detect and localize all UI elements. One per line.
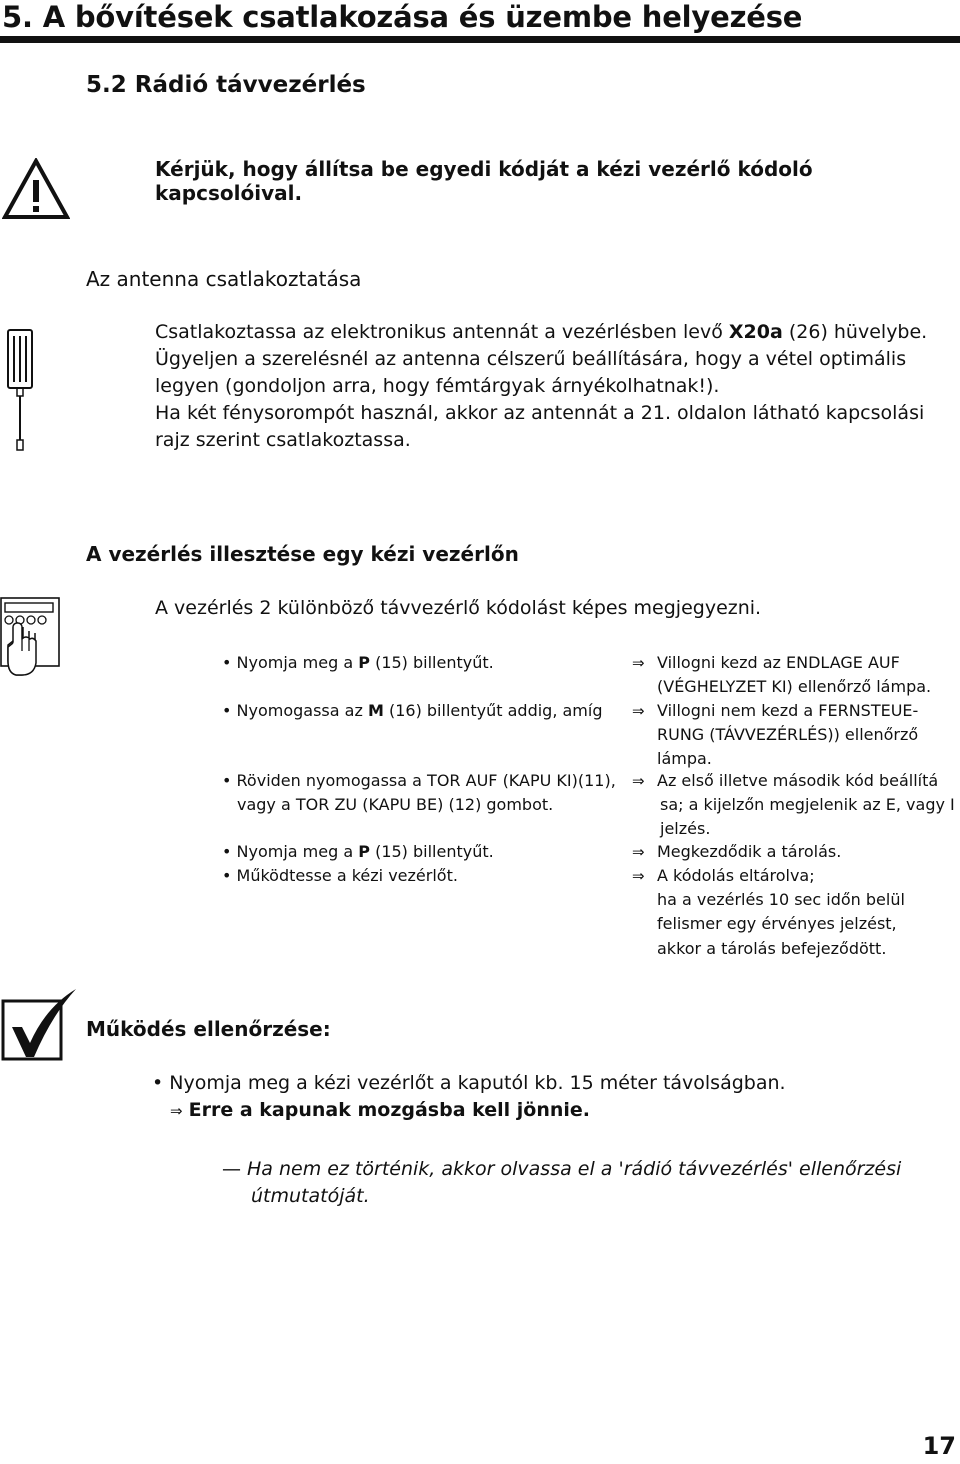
section-title: 5.2 Rádió távvezérlés: [86, 72, 366, 98]
step-2-result-1: Villogni nem kezd a FERNSTEUE-: [657, 701, 919, 720]
antenna-line-5: rajz szerint csatlakoztassa.: [155, 429, 411, 451]
check-line-1: • Nyomja meg a kézi vezérlőt a kaputól kb. 15 méter távolságban.: [152, 1072, 786, 1094]
check-note-2: útmutatóját.: [251, 1185, 370, 1207]
step-3-line-1: • Röviden nyomogassa a TOR AUF (KAPU KI)(11),: [222, 771, 616, 790]
step-5-result-4: akkor a tárolás befejeződött.: [657, 939, 887, 958]
step-5-result-3: felismer egy érvényes jelzést,: [657, 914, 897, 933]
step-5-arrow: ⇒: [632, 867, 645, 885]
step-5-result-1: A kódolás eltárolva;: [657, 866, 815, 885]
step-4-result: Megkezdődik a tárolás.: [657, 842, 842, 861]
warning-triangle-icon: [2, 158, 70, 220]
step-4-arrow: ⇒: [632, 843, 645, 861]
step-2-arrow: ⇒: [632, 702, 645, 720]
step-2-result-3: lámpa.: [657, 749, 712, 768]
page-number: 17: [922, 1432, 956, 1460]
antenna-line-3: legyen (gondoljon arra, hogy fémtárgyak árnyékolhatnak!).: [155, 375, 720, 397]
antenna-heading: Az antenna csatlakoztatása: [86, 267, 362, 291]
step-1-arrow: ⇒: [632, 654, 645, 672]
screwdriver-icon: [6, 328, 34, 453]
teach-heading: A vezérlés illesztése egy kézi vezérlőn: [86, 542, 519, 566]
warning-text: Kérjük, hogy állítsa be egyedi kódját a kézi vezérlő kódoló kapcsolóival.: [155, 157, 813, 205]
chapter-title: 5. A bővítések csatlakozása és üzembe helyezése: [2, 0, 803, 34]
hand-remote-icon: [0, 597, 62, 679]
check-heading: Működés ellenőrzése:: [86, 1017, 331, 1041]
step-5-result-2: ha a vezérlés 10 sec időn belül: [657, 890, 905, 909]
antenna-line-4: Ha két fénysorompót használ, akkor az antennát a 21. oldalon látható kapcsolási: [155, 402, 925, 424]
step-1-result-2: (VÉGHELYZET KI) ellenőrző lámpa.: [657, 677, 932, 696]
teach-intro: A vezérlés 2 különböző távvezérlő kódolást képes megjegyezni.: [155, 597, 762, 619]
checkmark-box-icon: [0, 987, 80, 1065]
step-1: • Nyomja meg a P (15) billentyűt.: [222, 653, 494, 672]
check-line-2: ⇒ Erre a kapunak mozgásba kell jönnie.: [170, 1099, 591, 1121]
check-note-1: — Ha nem ez történik, akkor olvassa el a 'rádió távvezérlés' ellenőrzési: [222, 1158, 902, 1180]
step-3-arrow: ⇒: [632, 772, 645, 790]
step-3-result-3: jelzés.: [660, 819, 711, 838]
header-rule: [0, 36, 960, 43]
step-3-result-2: sa; a kijelzőn megjelenik az E, vagy I: [660, 795, 955, 814]
step-3-line-2: vagy a TOR ZU (KAPU BE) (12) gombot.: [237, 795, 554, 814]
step-2: • Nyomogassa az M (16) billentyűt addig, amíg: [222, 701, 603, 720]
step-4: • Nyomja meg a P (15) billentyűt.: [222, 842, 494, 861]
step-2-result-2: RUNG (TÁVVEZÉRLÉS)) ellenőrző: [657, 725, 919, 744]
antenna-line-1: Csatlakoztassa az elektronikus antennát a vezérlésben levő X20a (26) hüvelybe.: [155, 321, 928, 343]
step-3-result-1: Az első illetve második kód beállítá: [657, 771, 939, 790]
step-5: • Működtesse a kézi vezérlőt.: [222, 866, 458, 885]
step-1-result-1: Villogni kezd az ENDLAGE AUF: [657, 653, 900, 672]
antenna-line-2: Ügyeljen a szerelésnél az antenna célszerű beállítására, hogy a vétel optimális: [155, 348, 907, 370]
